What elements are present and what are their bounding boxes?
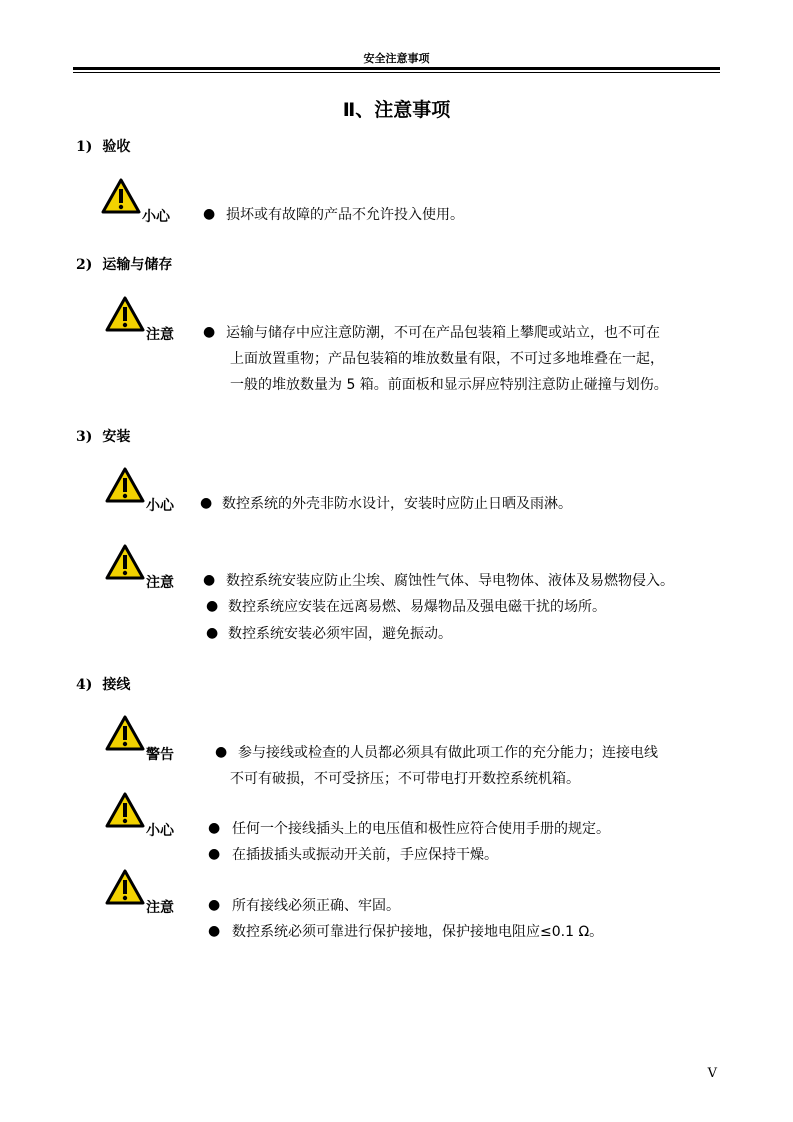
bullet: ● bbox=[208, 897, 221, 913]
warning-triangle-icon bbox=[105, 544, 145, 580]
section-number: 1) bbox=[76, 139, 93, 155]
header-rule-thick bbox=[73, 67, 720, 70]
notice-text: 上面放置重物；产品包装箱的堆放数量有限，不可过多地堆叠在一起， bbox=[230, 351, 664, 367]
section-number: 4) bbox=[76, 677, 93, 693]
bullet: ● bbox=[208, 923, 221, 939]
bullet: ● bbox=[215, 744, 228, 760]
notice-label: 警告 bbox=[146, 747, 174, 763]
notice-text: 数控系统安装应防止尘埃、腐蚀性气体、导电物体、液体及易燃物侵入。 bbox=[226, 573, 674, 589]
warning-triangle-icon bbox=[105, 792, 145, 828]
warning-triangle-icon bbox=[105, 467, 145, 503]
page-title: Ⅱ、注意事项 bbox=[342, 99, 451, 121]
page-number: V bbox=[707, 1066, 717, 1081]
warning-triangle-icon bbox=[105, 869, 145, 905]
warning-triangle-icon bbox=[105, 715, 145, 751]
notice-text: 一般的堆放数量为 5 箱。前面板和显示屏应特别注意防止碰撞与划伤。 bbox=[230, 377, 668, 393]
notice-text: 参与接线或检查的人员都必须具有做此项工作的充分能力；连接电线 bbox=[238, 745, 658, 761]
running-header: 安全注意事项 bbox=[363, 52, 430, 65]
notice-text: 损坏或有故障的产品不允许投入使用。 bbox=[226, 207, 464, 223]
notice-label: 注意 bbox=[146, 575, 174, 591]
notice-text: 任何一个接线插头上的电压值和极性应符合使用手册的规定。 bbox=[232, 821, 610, 837]
notice-label: 注意 bbox=[146, 900, 174, 916]
bullet: ● bbox=[203, 324, 216, 340]
section-heading bbox=[76, 254, 172, 274]
bullet: ● bbox=[208, 846, 221, 862]
notice-label: 小心 bbox=[146, 498, 174, 514]
bullet: ● bbox=[200, 495, 213, 511]
notice-label: 小心 bbox=[142, 209, 170, 225]
section-heading bbox=[76, 674, 130, 694]
notice-text: 不可有破损，不可受挤压；不可带电打开数控系统机箱。 bbox=[230, 771, 580, 787]
header-rule-thin bbox=[73, 72, 720, 73]
section-number: 3) bbox=[76, 429, 93, 445]
section-title: 验收 bbox=[102, 139, 131, 155]
notice-text: 数控系统安装必须牢固，避免振动。 bbox=[228, 626, 452, 642]
notice-label: 注意 bbox=[146, 327, 174, 343]
notice-text: 在插拔插头或振动开关前，手应保持干燥。 bbox=[232, 847, 498, 863]
bullet: ● bbox=[206, 598, 219, 614]
warning-triangle-icon bbox=[101, 178, 141, 214]
bullet: ● bbox=[208, 820, 221, 836]
bullet: ● bbox=[206, 625, 219, 641]
notice-text: 所有接线必须正确、牢固。 bbox=[232, 898, 400, 914]
notice-label: 小心 bbox=[146, 823, 174, 839]
notice-text: 数控系统应安装在远离易燃、易爆物品及强电磁干扰的场所。 bbox=[228, 599, 606, 615]
section-number: 2) bbox=[76, 257, 93, 273]
section-heading bbox=[76, 426, 130, 446]
section-heading bbox=[76, 136, 130, 156]
section-title: 接线 bbox=[102, 677, 131, 693]
section-title: 运输与储存 bbox=[102, 257, 173, 273]
notice-text: 数控系统必须可靠进行保护接地，保护接地电阻应≤0.1 Ω。 bbox=[232, 924, 604, 940]
bullet: ● bbox=[203, 572, 216, 588]
notice-text: 数控系统的外壳非防水设计，安装时应防止日晒及雨淋。 bbox=[222, 496, 572, 512]
bullet: ● bbox=[203, 206, 216, 222]
warning-triangle-icon bbox=[105, 296, 145, 332]
notice-text: 运输与储存中应注意防潮，不可在产品包装箱上攀爬或站立，也不可在 bbox=[226, 325, 660, 341]
section-title: 安装 bbox=[102, 429, 131, 445]
